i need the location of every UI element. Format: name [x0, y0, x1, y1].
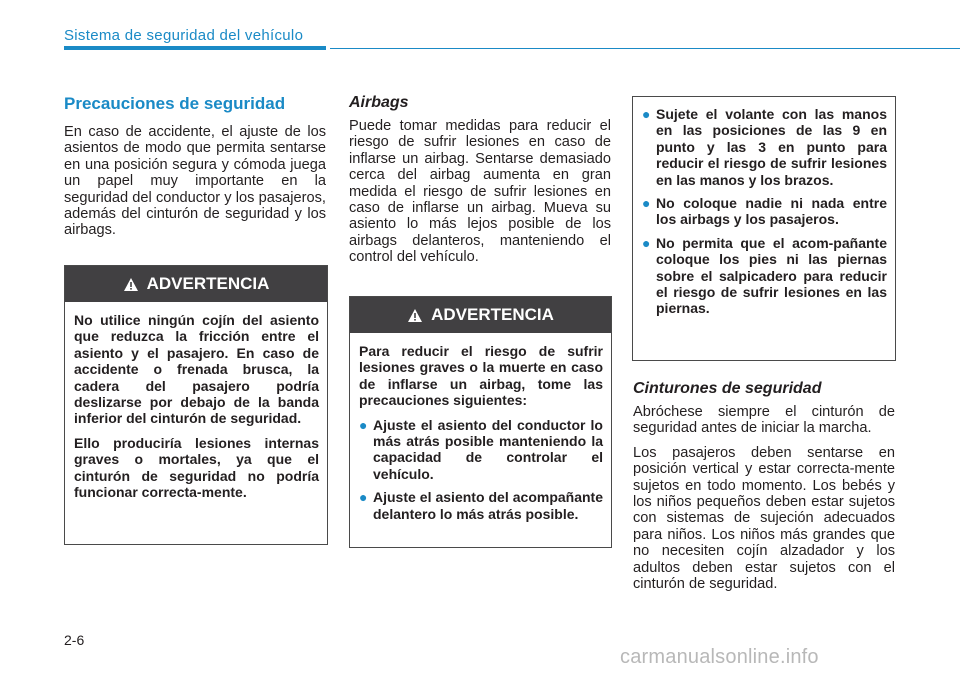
warning-bullet-list — [642, 106, 887, 317]
warning-body — [633, 97, 895, 332]
warning-body — [350, 333, 611, 537]
bullet-dot-icon: ● — [359, 489, 368, 506]
section-title: Precauciones de seguridad — [64, 94, 286, 113]
bullet-text: No coloque nadie ni nada entre los airbags y los pasajeros. — [656, 195, 887, 228]
warning-header — [65, 266, 327, 302]
warning-box-airbag — [349, 296, 612, 548]
airbags-title: Airbags — [349, 94, 409, 111]
bullet-dot-icon: ● — [359, 416, 368, 433]
warning-bullet — [359, 489, 603, 522]
bullet-dot-icon: ● — [642, 195, 651, 212]
bullet-dot-icon: ● — [642, 234, 651, 251]
warning-bullet — [642, 195, 887, 228]
airbags-paragraph: Puede tomar medidas para reducir el riesgo de sufrir lesiones en caso de inflarse un airbag. Sentarse demasiado cerca del airbag aumenta en gran medida el riesgo de sufrir lesiones en caso de inflarse un airbag. Mueva su asiento lo más lejos posible de los airbags delanteros, manteniendo el control del vehículo. — [349, 118, 611, 266]
bullet-text: No permita que el acom-pañante coloque los pies ni las piernas sobre el salpicadero para reducir el riesgo de sufrir lesiones en las piernas. — [656, 234, 887, 317]
right-column — [633, 380, 895, 592]
header-rule — [330, 48, 960, 49]
bullet-text: Sujete el volante con las manos en las posiciones de las 9 en punto y las 3 en punto para reducir el riesgo de sufrir lesiones en las manos y los brazos. — [656, 106, 887, 188]
warning-bullet — [642, 106, 887, 188]
bullet-dot-icon: ● — [642, 106, 651, 122]
warning-header — [350, 297, 611, 333]
seatbelts-paragraph: Abróchese siempre el cinturón de seguridad antes de iniciar la marcha. — [633, 404, 895, 437]
warning-paragraph: Ello produciría lesiones internas graves o mortales, ya que el cinturón de seguridad no podría funcionar correcta-mente. — [74, 434, 319, 501]
warning-box-continued — [632, 96, 896, 361]
warning-box-cushion — [64, 265, 328, 545]
seatbelts-paragraph: Los pasajeros deben sentarse en posición vertical y estar correcta-mente sujetos en todo momento. Los bebés y los niños pequeños deben estar sujetos con sistemas de sujeción adecuados para niños. Los niños más grandes que no necesiten cojín alzadador y los adultos deben estar sujetos con el cinturón de seguridad. — [633, 444, 895, 593]
intro-paragraph: En caso de accidente, el ajuste de los asientos de modo que permita sentarse en una posición segura y cómoda juega un papel muy importante en la seguridad del conductor y los pasajeros, además del cinturón de seguridad y los airbags. — [64, 124, 326, 239]
seatbelts-title: Cinturones de seguridad — [633, 380, 822, 397]
bullet-text: Ajuste el asiento del acompañante delantero lo más atrás posible. — [373, 489, 603, 522]
warning-triangle-icon — [123, 277, 139, 292]
bullet-text: Ajuste el asiento del conductor lo más atrás posible manteniendo la capacidad de controlar el vehículo. — [373, 416, 603, 482]
warning-paragraph: No utilice ningún cojín del asiento que reduzca la fricción entre el asiento y el pasajero. En caso de accidente o frenada brusca, la cadera del pasajero podría deslizarse por debajo de la banda inferior del cinturón de seguridad. — [74, 312, 319, 427]
warning-label: ADVERTENCIA — [431, 305, 554, 324]
section-header-title: Sistema de seguridad del vehículo — [64, 27, 304, 44]
left-column — [64, 94, 326, 239]
warning-triangle-icon — [407, 308, 423, 323]
warning-bullet-list — [359, 417, 603, 522]
warning-intro: Para reducir el riesgo de sufrir lesiones graves o la muerte en caso de inflarse un airbag, tome las precauciones siguientes: — [359, 343, 603, 409]
warning-bullet — [642, 235, 887, 317]
warning-label: ADVERTENCIA — [146, 274, 270, 293]
header-accent-bar — [64, 46, 326, 50]
page-number: 2-6 — [64, 632, 85, 648]
warning-body — [65, 302, 327, 516]
watermark: carmanualsonline.info — [620, 646, 819, 668]
middle-column — [349, 94, 611, 266]
warning-bullet — [359, 417, 603, 483]
